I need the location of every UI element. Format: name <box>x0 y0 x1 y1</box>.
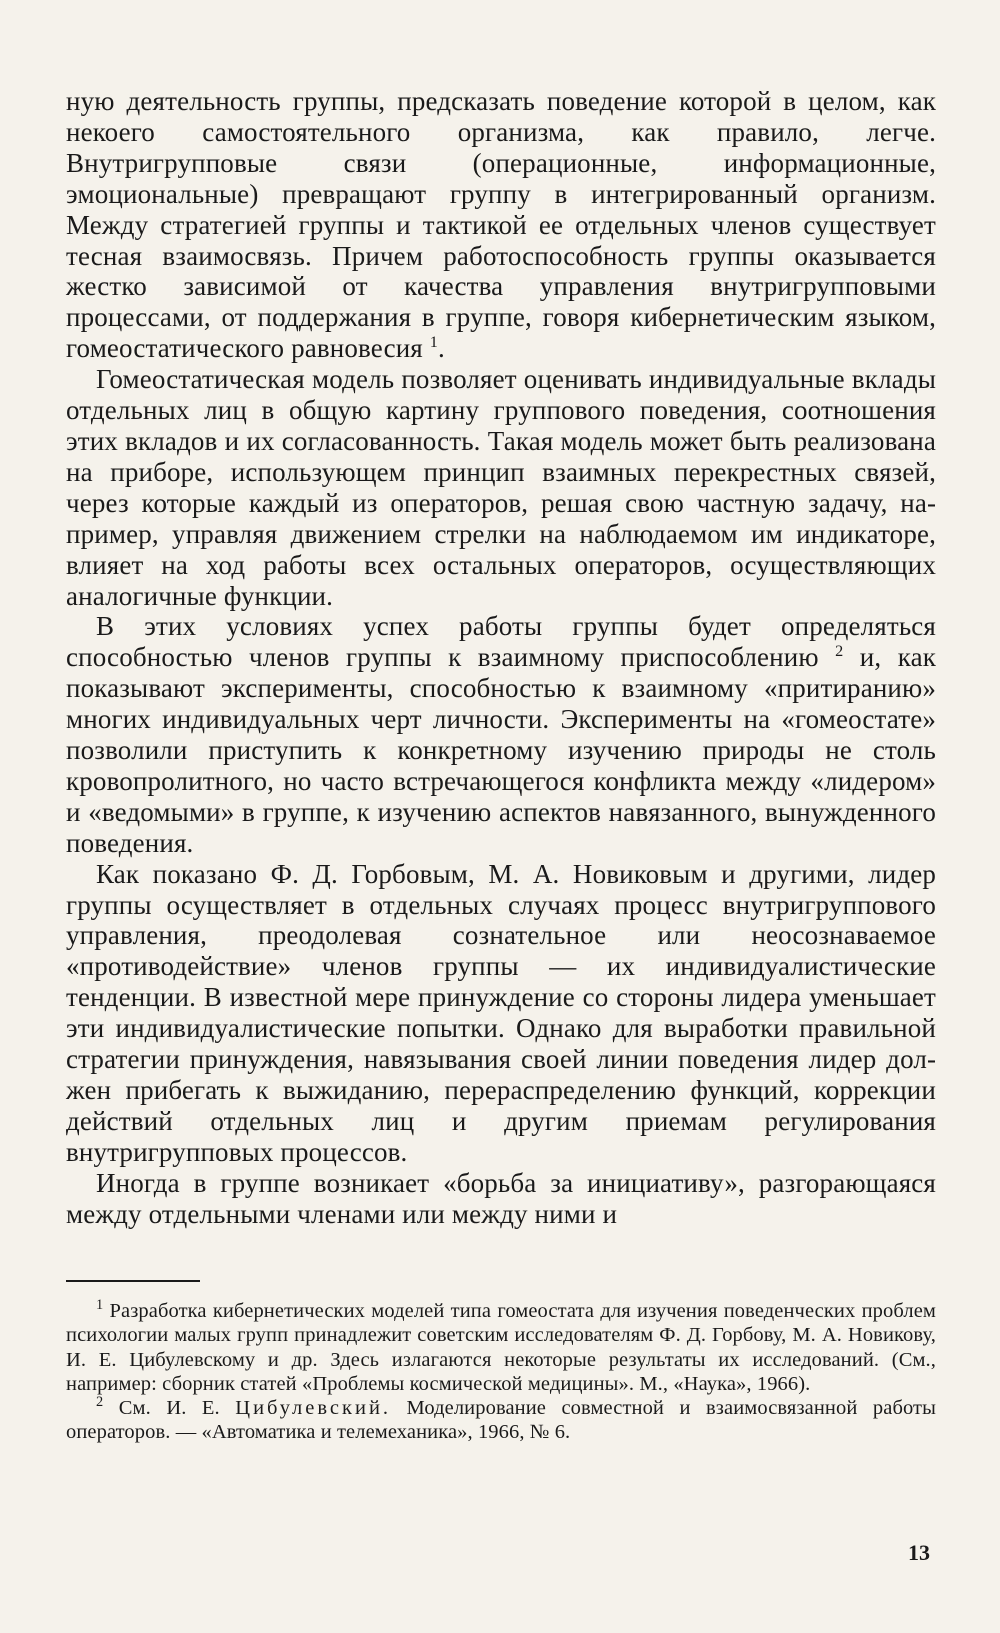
footnote-1 <box>66 1299 936 1396</box>
paragraph-4-text: Как показано Ф. Д. Горбовым, М. А. Новиковым и другими, лидер группы осуществляет в отдельных случаях процесс внутригруппового управления, преодолевая сознательное или неосознаваемое «противодействие» членов группы — их индивидуалистические тенденции. В известной мере принуждение со стороны лидера уменьшает эти индивидуалистические попытки. Однако для выработки правильной стратегии принуждения, навязывания своей линии поведения лидер должен прибегать к выжиданию, перераспределению функций, коррекции действий отдельных лиц и другим приемам регулирования внутригрупповых процессов. <box>66 858 936 1167</box>
footnote-2-mark: 2 <box>96 1394 104 1411</box>
paragraph-1-end: . <box>438 333 445 364</box>
footnote-2 <box>66 1396 936 1445</box>
page-number: 13 <box>908 1540 930 1565</box>
paragraph-4 <box>66 859 936 1168</box>
footnote-ref-1[interactable]: 1 <box>429 333 439 352</box>
footnote-2-author: Цибулевский. <box>235 1397 392 1420</box>
paragraph-1 <box>66 86 936 364</box>
paragraph-2 <box>66 364 936 611</box>
paragraph-5-text: Иногда в группе возникает «борьба за инициативу», разгорающаяся между отдельными членами или между ними и <box>66 1167 936 1229</box>
paragraph-2-text: Гомеостатическая модель позволяет оценивать индивидуальные вклады отдельных лиц в общую картину группового поведения, соотношения этих вкладов и их согласованность. Такая модель может быть реализована на приборе, использующем принцип взаимных перекрестных связей, через которые каждый из операторов, решая свою частную задачу, например, управляя движением стрелки на наблюдаемом им индикаторе, влияет на ход работы всех остальных операторов, осуществляющих аналогичные функции. <box>66 364 936 611</box>
paragraph-3-text: В этих условиях успех работы группы будет определяться способностью членов группы к взаимному приспособлению <box>66 611 936 673</box>
paragraph-1-text: ную деятельность группы, предсказать поведение которой в целом, как некоего самостоятельного организма, как правило, легче. Внутригрупповые связи (операционные, информационные, эмоциональные) превращают группу в интегрированный организм. Между стратегией группы и тактикой ее отдельных членов существует тесная взаимосвязь. Причем работоспособность группы оказывается жестко зависимой от качества управления внутригрупповыми процессами, от поддержания в группе, говоря кибернетическим языком, гомеостатического равновесия <box>66 86 936 364</box>
footnote-1-mark: 1 <box>96 1297 104 1314</box>
paragraph-5 <box>66 1168 936 1230</box>
footnote-2-prefix: См. И. Е. <box>103 1397 236 1420</box>
paragraph-3 <box>66 611 936 858</box>
footnote-divider <box>66 1280 200 1282</box>
footnote-ref-2[interactable]: 2 <box>835 642 844 661</box>
paragraph-3-cont: и, как показывают эксперименты, способностью к взаимному «притиранию» многих индивидуальных черт личности. Эксперименты на «гомеостате» позволили приступить к конкретному изучению природы не столь кровопролитного, но часто встречающегося конфликта между «лидером» и «ведомыми» в группе, к изучению аспектов навязанного, вынужденного поведения. <box>66 642 936 858</box>
footnotes <box>66 1299 936 1445</box>
footnote-1-text: Разработка кибернетических моделей типа гомеостата для изучения поведенческих проблем психологии малых групп принадлежит советским исследователям Ф. Д. Горбову, М. А. Новикову, И. Е. Цибулевскому и др. Здесь излагаются некоторые результаты их исследований. (См., например: сборник статей «Проблемы космической медицины». М., «Наука», 1966). <box>66 1300 936 1395</box>
main-text <box>66 86 936 1230</box>
footnote-2-text: Моделирование совместной и взаимосвязанной работы операторов. — «Автоматика и телемеханика», 1966, № 6. <box>66 1397 936 1444</box>
